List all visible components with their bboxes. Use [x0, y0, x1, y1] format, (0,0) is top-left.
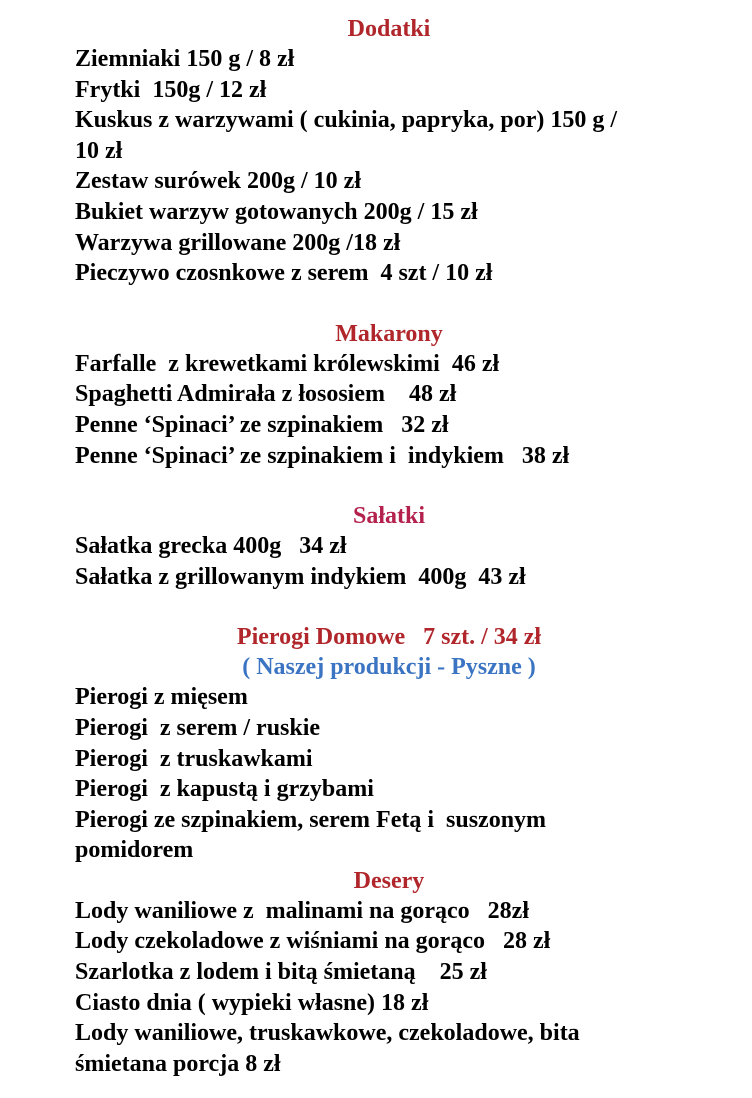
menu-item: Zestaw surówek 200g / 10 zł: [75, 168, 361, 195]
section-title-dodatki: Dodatki: [347, 16, 431, 42]
menu-item: Sałatka grecka 400g 34 zł: [75, 533, 347, 560]
section-title-pierogi: Pierogi Domowe 7 szt. / 34 zł: [236, 624, 542, 651]
section-salatki: [75, 531, 715, 592]
menu-item: Penne ‘Spinaci’ ze szpinakiem i indykiem 38 zł: [75, 442, 570, 469]
section-dodatki: [75, 44, 715, 289]
menu-item: Ciasto dnia ( wypieki własne) 18 zł: [75, 989, 429, 1016]
section-title-salatki: Sałatki: [352, 503, 426, 530]
section-title-makarony: Makarony: [335, 320, 443, 347]
menu-item: pomidorem: [75, 837, 194, 864]
menu-item: Pieczywo czosnkowe z serem 4 szt / 10 zł: [75, 260, 493, 287]
menu-item: Penne ‘Spinaci’ ze szpinakiem 32 zł: [75, 411, 449, 438]
menu-item: Farfalle z krewetkami królewskimi 46 zł: [75, 350, 500, 377]
section-makarony: [75, 349, 715, 471]
menu-item: Spaghetti Admirała z łososiem 48 zł: [75, 381, 457, 408]
menu-item: Pierogi z serem / ruskie: [75, 714, 321, 741]
section-subtitle-pierogi: ( Naszej produkcji - Pyszne ): [242, 654, 536, 681]
section-title-desery: Desery: [353, 867, 425, 894]
section-pierogi: [75, 682, 715, 866]
menu-item: śmietana porcja 8 zł: [75, 1050, 281, 1077]
menu-item: Kuskus z warzywami ( cukinia, papryka, por) 150 g /: [75, 107, 618, 134]
menu-item: 10 zł: [75, 137, 123, 164]
menu-item: Szarlotka z lodem i bitą śmietaną 25 zł: [75, 959, 487, 986]
menu-item: Pierogi z kapustą i grzybami: [75, 776, 374, 803]
menu-item: Pierogi z truskawkami: [75, 745, 313, 772]
menu-item: Lody czekoladowe z wiśniami na gorąco 28 zł: [75, 928, 551, 955]
menu-item: Pierogi ze szpinakiem, serem Fetą i suszonym: [75, 806, 547, 833]
section-desery: [75, 896, 715, 1080]
menu-item: Frytki 150g / 12 zł: [75, 76, 267, 103]
menu-item: Bukiet warzyw gotowanych 200g / 15 zł: [75, 198, 478, 225]
menu-item: Lody waniliowe, truskawkowe, czekoladowe, bita: [75, 1020, 580, 1047]
spacer: [75, 592, 715, 622]
spacer: [75, 289, 715, 319]
menu-item: Lody waniliowe z malinami na gorąco 28zł: [75, 897, 529, 924]
menu-page: [75, 14, 715, 1079]
menu-item: Ziemniaki 150 g / 8 zł: [75, 46, 295, 72]
spacer: [75, 471, 715, 501]
menu-item: Pierogi z mięsem: [75, 684, 248, 711]
menu-item: Warzywa grillowane 200g /18 zł: [75, 229, 401, 256]
menu-item: Sałatka z grillowanym indykiem 400g 43 zł: [75, 563, 526, 590]
